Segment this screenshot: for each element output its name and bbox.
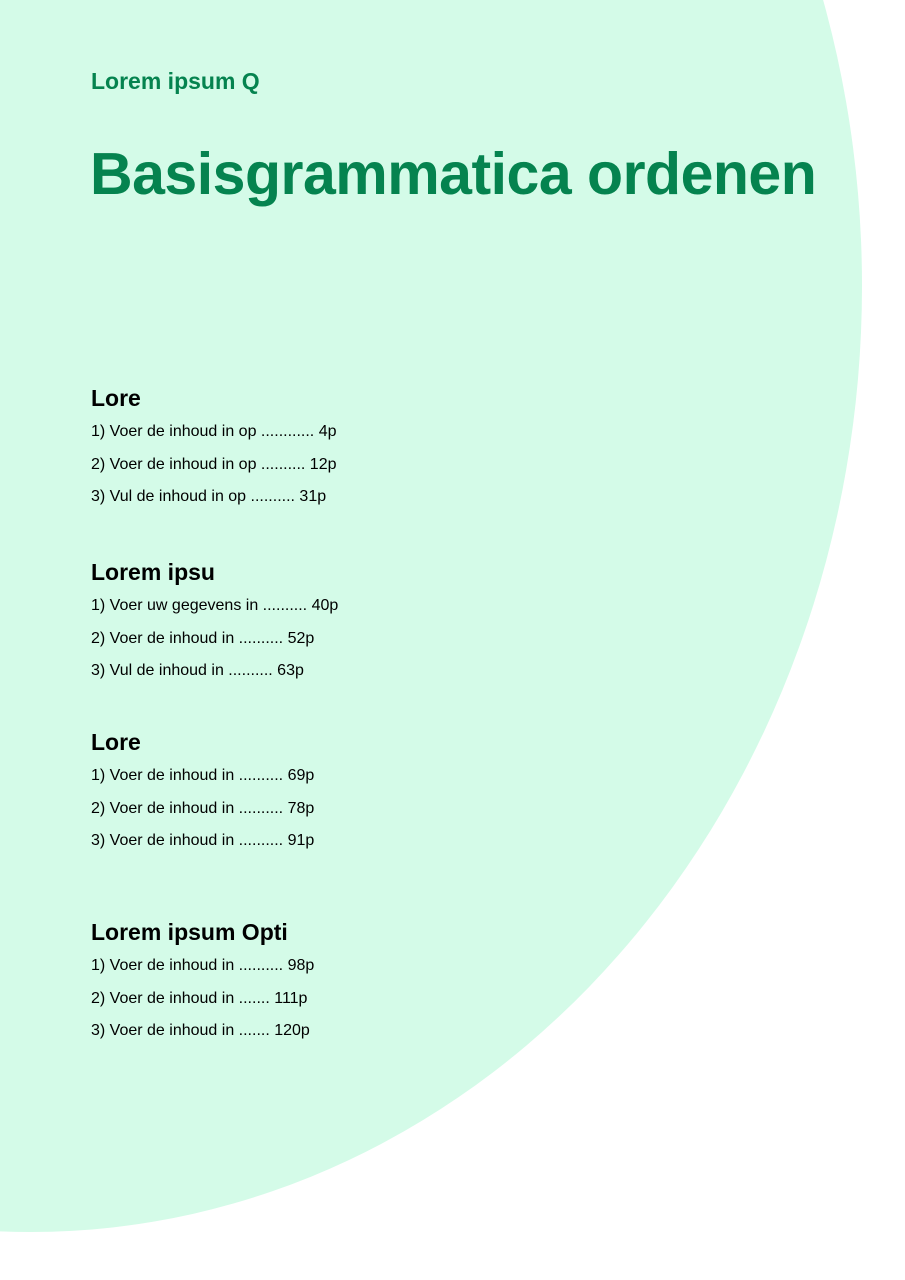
toc-entry: 1) Voer de inhoud in .......... 69p — [91, 767, 315, 784]
document-title: Basisgrammatica ordenen — [90, 141, 817, 207]
toc-entry: 1) Voer de inhoud in .......... 98p — [91, 957, 315, 974]
toc-entry: 2) Voer de inhoud in .......... 78p — [91, 799, 315, 817]
section-heading: Lore — [91, 385, 141, 411]
toc-entry: 1) Voer de inhoud in op ............ 4p — [91, 423, 337, 440]
toc-entry: 1) Voer uw gegevens in .......... 40p — [91, 597, 339, 614]
section-heading: Lorem ipsum Opti — [91, 919, 288, 945]
toc-section — [91, 918, 314, 1054]
toc-section — [91, 558, 338, 694]
toc-entry: 2) Voer de inhoud in op .......... 12p — [91, 455, 337, 473]
section-heading: Lorem ipsu — [91, 559, 215, 585]
toc-entry: 3) Vul de inhoud in op .......... 31p — [91, 488, 327, 505]
toc-entry: 3) Voer de inhoud in .......... 91p — [91, 832, 315, 849]
toc-entry: 3) Voer de inhoud in ....... 120p — [91, 1022, 310, 1039]
toc-entry: 2) Voer de inhoud in ....... 111p — [91, 989, 308, 1007]
document-kicker: Lorem ipsum Q — [91, 68, 260, 94]
toc-entry: 3) Vul de inhoud in .......... 63p — [91, 662, 304, 679]
toc-entry: 2) Voer de inhoud in .......... 52p — [91, 629, 315, 647]
toc-section — [91, 728, 314, 864]
toc-section — [91, 384, 337, 520]
section-heading: Lore — [91, 729, 141, 755]
